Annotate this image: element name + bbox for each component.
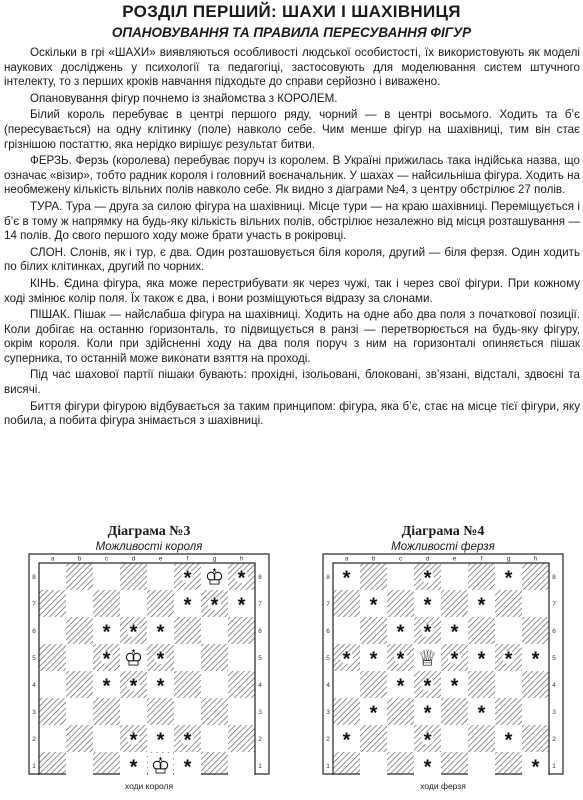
file-label: b xyxy=(371,555,376,563)
move-mark: * xyxy=(129,621,138,644)
light-square xyxy=(228,698,255,725)
light-square xyxy=(333,617,360,644)
diagram-title: Діаграма №4 xyxy=(401,524,485,539)
move-mark: * xyxy=(342,648,351,671)
move-mark: * xyxy=(396,648,405,671)
file-label: e xyxy=(158,555,163,563)
rank-label: 5 xyxy=(32,655,36,662)
rank-label: 7 xyxy=(258,601,262,608)
light-square xyxy=(147,563,174,590)
file-label: g xyxy=(212,555,217,563)
diagram-4 xyxy=(322,524,564,791)
light-square xyxy=(228,644,255,671)
file-label: a xyxy=(344,555,349,563)
diagram-caption: ходи короля xyxy=(124,781,174,791)
rank-label: 2 xyxy=(258,736,262,743)
paragraph: ТУРА. Тура — друга за силою фігура на шахівниці. Місце тури — на краю шахівниці. Переміщується і б’є в тому ж напрямку на будь-яку кількість вільних полів, обстрілює незалежно від місця розташування — 14 полів. До свого першого ходу може брати участь в рокіровці. xyxy=(4,199,580,243)
paragraph: КІНЬ. Єдина фігура, яка може перестрибувати як через чужі, так і через свої фігури. При кожному ході змінює колір поля. Їх також є два, і вони розміщуються відразу за слонами. xyxy=(4,276,580,305)
light-square xyxy=(39,671,66,698)
light-square xyxy=(441,725,468,752)
rank-label: 4 xyxy=(32,682,36,689)
paragraph: Биття фігури фігурою відбувається за таким принципом: фігура, яка б’є, стає на місце тієї фігури, яку побила, а побита фігура знімається з шахівниці. xyxy=(4,399,580,428)
body-text xyxy=(4,46,580,431)
light-square xyxy=(174,698,201,725)
paragraph: СЛОН. Слонів, як і тур, є два. Один розташовується біля короля, другий — біля ферзя. Один ходить по білих клітинках, другий по чорних. xyxy=(4,245,580,274)
rank-label: 8 xyxy=(32,574,36,581)
light-square xyxy=(93,563,120,590)
move-mark: * xyxy=(183,594,192,617)
rank-label: 8 xyxy=(326,574,330,581)
dark-square xyxy=(333,590,360,617)
rank-label: 3 xyxy=(326,709,330,716)
move-mark: * xyxy=(477,648,486,671)
dark-square xyxy=(495,698,522,725)
rank-label: 6 xyxy=(326,628,330,635)
light-square xyxy=(387,725,414,752)
diagram-title: Діаграма №3 xyxy=(107,524,191,539)
dark-square xyxy=(387,698,414,725)
chess-piece: ♔ xyxy=(204,564,225,590)
move-mark: * xyxy=(183,756,192,775)
move-mark: * xyxy=(504,729,513,752)
move-mark: * xyxy=(423,594,432,617)
dark-square xyxy=(468,671,495,698)
move-mark: * xyxy=(477,594,486,617)
rank-label: 1 xyxy=(326,763,330,770)
move-mark: * xyxy=(423,675,432,698)
file-label: a xyxy=(50,555,55,563)
light-square xyxy=(522,590,549,617)
dark-square xyxy=(360,671,387,698)
move-mark: * xyxy=(237,567,246,590)
file-label: d xyxy=(131,555,136,563)
dark-square xyxy=(147,590,174,617)
dark-square xyxy=(333,752,360,775)
file-label: c xyxy=(104,555,109,563)
dark-square xyxy=(228,617,255,644)
move-mark: * xyxy=(102,621,111,644)
light-square xyxy=(495,617,522,644)
chess-piece: ♔ xyxy=(150,753,171,775)
move-mark: * xyxy=(396,621,405,644)
move-mark: * xyxy=(369,594,378,617)
paragraph: ПІШАК. Пішак — найслабша фігура на шахівниці. Ходить на одне або два поля з початкової позиції. Коли добігає на останню горизонталь, то підвищується в ранзі — перетворюється на будь-яку фігуру, окрім короля. Коли при здійсненні ходу на два поля поруч з ним на горизонталі опиняється пішак суперника, то останній може виконати взяття на проході. xyxy=(4,308,580,365)
paragraph: Оскільки в грі «ШАХИ» виявляються особливості людської особистості, їх використовують як моделі наукових досліджень у психології та педагогіці, застосовують для моделювання систем штучного інтелекту, то з перших кроків навчання підходьте до справи серйозно і виважено. xyxy=(4,46,580,89)
move-mark: * xyxy=(504,648,513,671)
move-mark: * xyxy=(531,756,540,775)
rank-label: 5 xyxy=(258,655,262,662)
dark-square xyxy=(174,671,201,698)
rank-label: 5 xyxy=(552,655,556,662)
light-square xyxy=(201,671,228,698)
move-mark: * xyxy=(423,729,432,752)
light-square xyxy=(66,752,93,775)
rank-label: 3 xyxy=(552,709,556,716)
light-square xyxy=(66,698,93,725)
light-square xyxy=(66,644,93,671)
file-label: b xyxy=(77,555,82,563)
rank-label: 1 xyxy=(32,763,36,770)
chess-piece: ♔ xyxy=(123,645,144,671)
move-mark: * xyxy=(423,702,432,725)
dark-square xyxy=(333,698,360,725)
dark-square xyxy=(522,617,549,644)
file-label: g xyxy=(506,555,511,563)
dark-square xyxy=(360,563,387,590)
dark-square xyxy=(93,752,120,775)
light-square xyxy=(174,644,201,671)
dark-square xyxy=(522,563,549,590)
chessboard xyxy=(322,553,564,775)
move-mark: * xyxy=(129,675,138,698)
dark-square xyxy=(174,617,201,644)
dark-square xyxy=(468,725,495,752)
rank-label: 6 xyxy=(552,628,556,635)
rank-label: 4 xyxy=(552,682,556,689)
rank-label: 1 xyxy=(258,763,262,770)
light-square xyxy=(387,563,414,590)
rank-label: 1 xyxy=(552,763,556,770)
dark-square xyxy=(441,590,468,617)
file-label: f xyxy=(480,555,483,563)
move-mark: * xyxy=(396,675,405,698)
dark-square xyxy=(360,725,387,752)
file-label: d xyxy=(425,555,430,563)
light-square xyxy=(333,671,360,698)
file-label: f xyxy=(186,555,189,563)
dark-square xyxy=(120,563,147,590)
rank-label: 5 xyxy=(326,655,330,662)
move-mark: * xyxy=(369,648,378,671)
light-square xyxy=(468,752,495,775)
rank-label: 8 xyxy=(258,574,262,581)
move-mark: * xyxy=(210,594,219,617)
paragraph: Під час шахової партії пішаки бувають: прохідні, ізольовані, блоковані, зв’язані, відсталі, здвоєні та висячі. xyxy=(4,368,580,397)
move-mark: * xyxy=(369,702,378,725)
diagram-3 xyxy=(28,524,270,791)
diagram-subtitle: Можливості ферзя xyxy=(391,541,495,553)
move-mark: * xyxy=(450,675,459,698)
dark-square xyxy=(39,590,66,617)
dark-square xyxy=(495,752,522,775)
move-mark: * xyxy=(129,729,138,752)
rank-label: 2 xyxy=(32,736,36,743)
rank-label: 2 xyxy=(552,736,556,743)
rank-label: 3 xyxy=(32,709,36,716)
dark-square xyxy=(147,698,174,725)
diagram-subtitle: Можливості короля xyxy=(95,541,203,553)
light-square xyxy=(522,698,549,725)
light-square xyxy=(228,752,255,775)
dark-square xyxy=(522,725,549,752)
move-mark: * xyxy=(156,648,165,671)
light-square xyxy=(120,698,147,725)
chessboard xyxy=(28,553,270,775)
light-square xyxy=(39,725,66,752)
file-label: e xyxy=(452,555,457,563)
dark-square xyxy=(39,698,66,725)
rank-label: 2 xyxy=(326,736,330,743)
rank-label: 6 xyxy=(258,628,262,635)
move-mark: * xyxy=(156,729,165,752)
move-mark: * xyxy=(102,648,111,671)
light-square xyxy=(120,590,147,617)
move-mark: * xyxy=(237,594,246,617)
move-mark: * xyxy=(156,621,165,644)
dark-square xyxy=(66,671,93,698)
light-square xyxy=(39,617,66,644)
dark-square xyxy=(228,725,255,752)
dark-square xyxy=(228,671,255,698)
light-square xyxy=(495,671,522,698)
move-mark: * xyxy=(129,756,138,775)
move-mark: * xyxy=(450,621,459,644)
dark-square xyxy=(201,644,228,671)
dark-square xyxy=(441,752,468,775)
rank-label: 7 xyxy=(32,601,36,608)
dark-square xyxy=(66,563,93,590)
dark-square xyxy=(387,752,414,775)
file-label: h xyxy=(533,555,538,563)
dark-square xyxy=(201,752,228,775)
rank-label: 7 xyxy=(552,601,556,608)
dark-square xyxy=(93,590,120,617)
dark-square xyxy=(39,752,66,775)
dark-square xyxy=(495,590,522,617)
move-mark: * xyxy=(531,648,540,671)
move-mark: * xyxy=(342,567,351,590)
dark-square xyxy=(441,698,468,725)
dark-square xyxy=(66,725,93,752)
chapter-title: РОЗДІЛ ПЕРШИЙ: ШАХИ І ШАХІВНИЦЯ xyxy=(122,2,461,21)
move-mark: * xyxy=(423,567,432,590)
dark-square xyxy=(522,671,549,698)
light-square xyxy=(360,752,387,775)
move-mark: * xyxy=(423,756,432,775)
rank-label: 8 xyxy=(552,574,556,581)
dark-square xyxy=(468,563,495,590)
dark-square xyxy=(387,590,414,617)
move-mark: * xyxy=(450,648,459,671)
rank-label: 4 xyxy=(326,682,330,689)
diagram-caption: ходи ферзя xyxy=(420,781,466,791)
move-mark: * xyxy=(156,675,165,698)
dark-square xyxy=(360,617,387,644)
chess-piece: ♕ xyxy=(417,645,438,671)
light-square xyxy=(441,563,468,590)
paragraph: Опановування фігур почнемо із знайомства з КОРОЛЕМ. xyxy=(30,91,338,105)
dark-square xyxy=(39,644,66,671)
dark-square xyxy=(66,617,93,644)
move-mark: * xyxy=(477,702,486,725)
move-mark: * xyxy=(183,729,192,752)
rank-label: 3 xyxy=(258,709,262,716)
move-mark: * xyxy=(342,729,351,752)
dark-square xyxy=(468,617,495,644)
dark-square xyxy=(201,698,228,725)
section-subtitle: ОПАНОВУВАННЯ ТА ПРАВИЛА ПЕРЕСУВАННЯ ФІГУР xyxy=(111,25,472,40)
paragraph: Білий король перебуває в центрі першого ряду, чорний — в центрі восьмого. Ходить та б’є (пересувається) на одну клітинку (поле) навколо себе. Чим менше фігур на шахівниці, тим він стає грізнішою постаттю, яка нерідко вирішує результат битви. xyxy=(4,108,580,151)
file-label: h xyxy=(239,555,244,563)
rank-label: 6 xyxy=(32,628,36,635)
move-mark: * xyxy=(423,621,432,644)
move-mark: * xyxy=(183,567,192,590)
light-square xyxy=(39,563,66,590)
light-square xyxy=(93,725,120,752)
rank-label: 7 xyxy=(326,601,330,608)
light-square xyxy=(201,725,228,752)
light-square xyxy=(201,617,228,644)
light-square xyxy=(66,590,93,617)
file-label: c xyxy=(398,555,403,563)
move-mark: * xyxy=(102,675,111,698)
rank-label: 4 xyxy=(258,682,262,689)
move-mark: * xyxy=(504,567,513,590)
dark-square xyxy=(93,698,120,725)
paragraph: ФЕРЗЬ. Ферзь (королева) перебуває поруч із королем. В Україні прижилась така індійська назва, що означає «візир», тобто радник короля і головний воєначальник. У шахах — найсильніша фігура. Ходить на необмежену кількість вільних полів навколо себе. Як видно з діаграми №4, з центру обстрілює 27 полів. xyxy=(4,154,580,197)
